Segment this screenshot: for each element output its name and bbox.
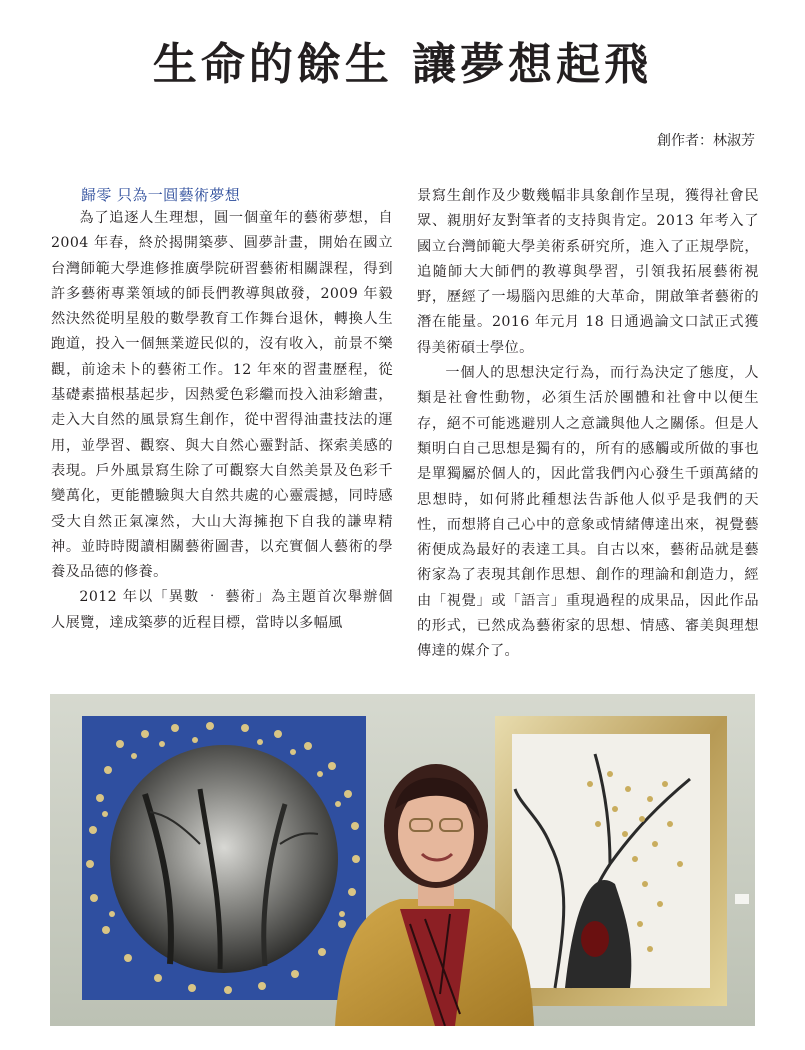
left-paragraph-1: 為了追逐人生理想，圓一個童年的藝術夢想，自 2004 年春，終於揭開築夢、圓夢計畫，開始在國立台灣師範大學進修推廣學院研習藝術相關課程，得到許多藝術專業領域的師長們教導與啟發，2009 年毅然決然從明星般的數學教育工作舞台退休，轉換人生跑道，投入一個無業遊民似的，沒有收入，前景不樂觀，前途未卜的藝術工作。12 年來的習畫歷程，從基礎素描根基起步，因熱愛色彩繼而投入油彩繪畫，走入大自然的風景寫生創作，從中習得油畫技法的運用，並學習、觀察、與大自然心靈對話、探索美感的表現。戶外風景寫生除了可觀察大自然美景及色彩千變萬化，更能體驗與大自然共處的心靈震撼，同時感受大自然正氣凜然，大山大海擁抱下自我的謙卑精神。並時時閱讀相關藝術圖書，以充實個人藝術的學養及品德的修養。 — [51, 210, 393, 581]
page-title: 生命的餘生 讓夢想起飛 — [152, 39, 653, 90]
exhibition-photo — [50, 694, 755, 1026]
section-subhead: 歸零 只為一圓藝術夢想 — [81, 186, 241, 204]
right-paragraph-1: 景寫生創作及少數幾幅非具象創作呈現，獲得社會民眾、親朋好友對筆者的支持與肯定。2013 年考入了國立台灣師範大學美術系研究所，進入了正規學院，追隨師大大師們的教導與學習，引領我拓展藝術視野，歷經了一場腦內思維的大革命，開啟筆者藝術的潛在能量。2016 年元月 18 日通過論文口試正式獲得美術碩士學位。 — [417, 188, 759, 356]
tree-framed-painting — [495, 716, 727, 1006]
left-paragraph-2: 2012 年以「異數 ‧ 藝術」為主題首次舉辦個人展覽，達成築夢的近程目標，當時以多幅風 — [51, 589, 393, 631]
exhibition-photo-illustration — [50, 694, 755, 1026]
right-column — [417, 184, 759, 665]
left-column — [51, 184, 393, 636]
blue-circle-painting — [82, 716, 366, 1000]
author-credit: 創作者：林淑芳 — [657, 133, 755, 149]
right-paragraph-2: 一個人的思想決定行為，而行為決定了態度，人類是社會性動物，必須生活於團體和社會中以便生存，絕不可能逃避別人之意識與他人之關係。但是人類明白自己思想是獨有的，所有的感觸或所做的事也是單獨屬於個人的，因此當我們內心發生千頭萬緒的思想時，如何將此種想法告訴他人似乎是我們的天性，而想將自己心中的意象或情緒傳達出來，視覺藝術便成為最好的表達工具。自古以來，藝術品就是藝術家為了表現其創作思想、創作的理論和創造力，經由「視覺」或「語言」重現過程的成果品，因此作品的形式，已然成為藝術家的思想、情感、審美與理想傳達的媒介了。 — [417, 365, 759, 660]
